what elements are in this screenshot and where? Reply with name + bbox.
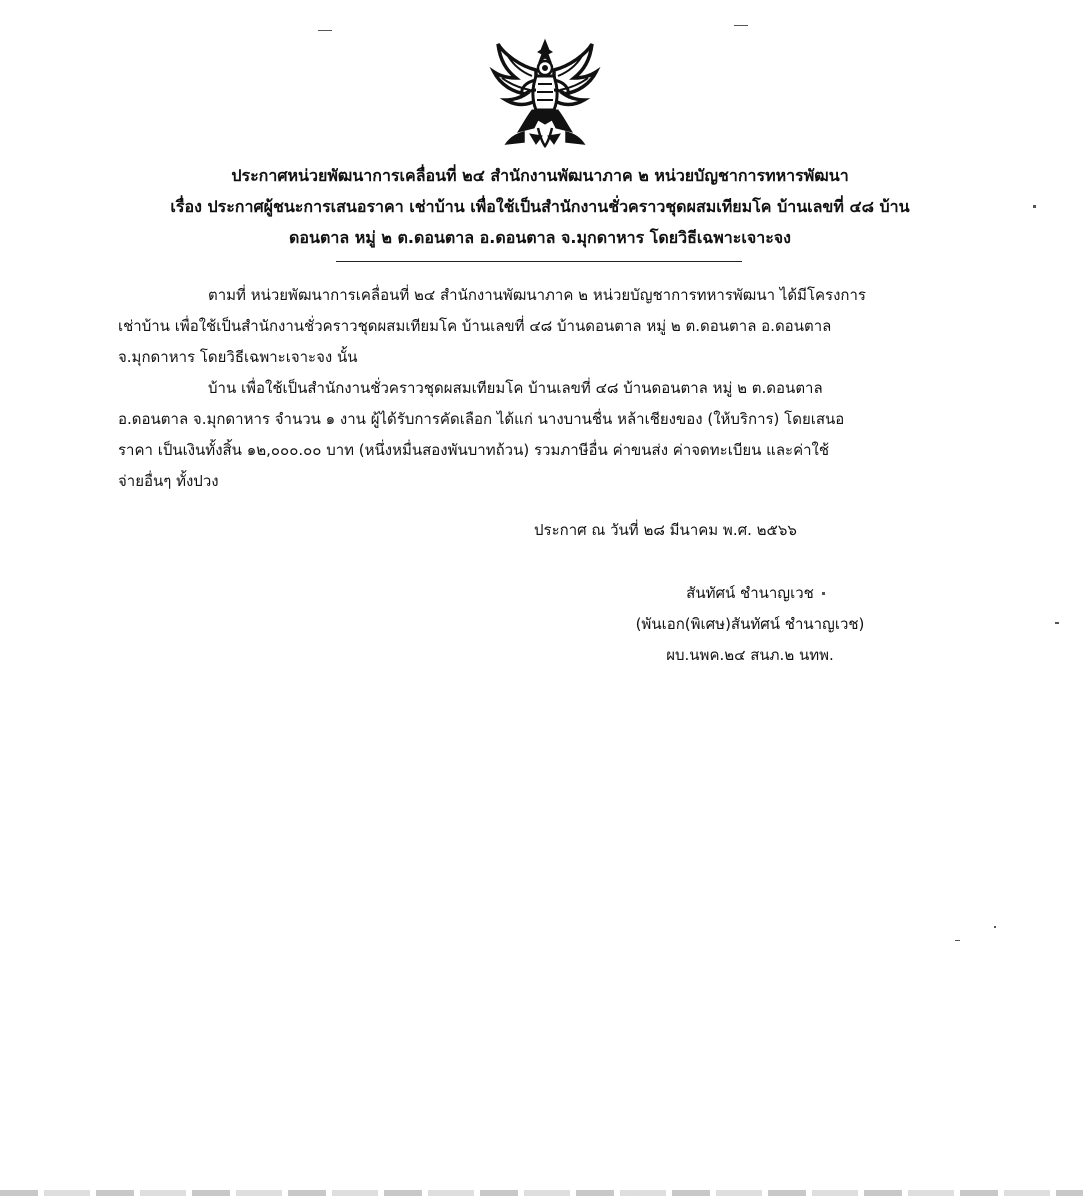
scan-edge-strip: [0, 1190, 1083, 1196]
header-line-2: เรื่อง ประกาศผู้ชนะการเสนอราคา เช่าบ้าน เพื่อใช้เป็นสำนักงานชั่วคราวชุดผสมเทียมโค บ้านเลขที่ ๔๘ บ้าน: [170, 197, 910, 216]
paragraph-2: [118, 373, 963, 497]
header-line-1: ประกาศหน่วยพัฒนาการเคลื่อนที่ ๒๔ สำนักงานพัฒนาภาค ๒ หน่วยบัญชาการทหารพัฒนา: [231, 166, 849, 185]
paragraph-2-line-3: ราคา เป็นเงินทั้งสิ้น ๑๒,๐๐๐.๐๐ บาท (หนึ่งหมื่นสองพันบาทถ้วน) รวมภาษีอื่น ค่าขนส่ง ค่าจดทะเบียน และค่าใช้: [118, 441, 830, 459]
header-line-3: ดอนตาล หมู่ ๒ ต.ดอนตาล อ.ดอนตาล จ.มุกดาหาร โดยวิธีเฉพาะเจาะจง: [289, 228, 791, 247]
announcement-body: [118, 280, 963, 497]
scan-speck: [1055, 622, 1059, 624]
garuda-emblem-icon: [486, 36, 604, 148]
paragraph-1: [118, 280, 963, 373]
paragraph-1-line-1: ตามที่ หน่วยพัฒนาการเคลื่อนที่ ๒๔ สำนักงานพัฒนาภาค ๒ หน่วยบัญชาการทหารพัฒนา ได้มีโครงการ: [208, 286, 866, 304]
paragraph-1-line-2: เช่าบ้าน เพื่อใช้เป็นสำนักงานชั่วคราวชุดผสมเทียมโค บ้านเลขที่ ๔๘ บ้านดอนตาล หมู่ ๒ ต.ดอนตาล อ.ดอนตาล: [118, 317, 832, 335]
signer-position: ผบ.นพค.๒๔ สนภ.๒ นทพ.: [666, 646, 834, 664]
signature-block: [560, 578, 940, 671]
announcement-header: [90, 160, 990, 253]
paragraph-2-line-4: จ่ายอื่นๆ ทั้งปวง: [118, 472, 219, 490]
header-divider: [336, 261, 742, 262]
scan-speck: [994, 926, 996, 928]
signer-name: สันทัศน์ ชำนาญเวช: [686, 584, 814, 602]
paragraph-1-line-3: จ.มุกดาหาร โดยวิธีเฉพาะเจาะจง นั้น: [118, 348, 358, 366]
signer-full-name: (พันเอก(พิเศษ)สันทัศน์ ชำนาญเวช): [635, 615, 865, 633]
paragraph-2-line-1: บ้าน เพื่อใช้เป็นสำนักงานชั่วคราวชุดผสมเทียมโค บ้านเลขที่ ๔๘ บ้านดอนตาล หมู่ ๒ ต.ดอนตาล: [208, 379, 823, 397]
scan-speck: [1033, 205, 1036, 208]
paragraph-2-line-2: อ.ดอนตาล จ.มุกดาหาร จำนวน ๑ งาน ผู้ได้รับการคัดเลือก ได้แก่ นางบานชื่น หล้าเชียงของ (ให้บริการ) โดยเสนอ: [118, 410, 845, 428]
scan-speck: [955, 940, 960, 941]
announcement-date: ประกาศ ณ วันที่ ๒๘ มีนาคม พ.ศ. ๒๕๖๖: [534, 521, 797, 539]
scan-speck: [318, 30, 332, 31]
scan-speck: [734, 25, 748, 26]
scan-speck: [822, 592, 825, 595]
